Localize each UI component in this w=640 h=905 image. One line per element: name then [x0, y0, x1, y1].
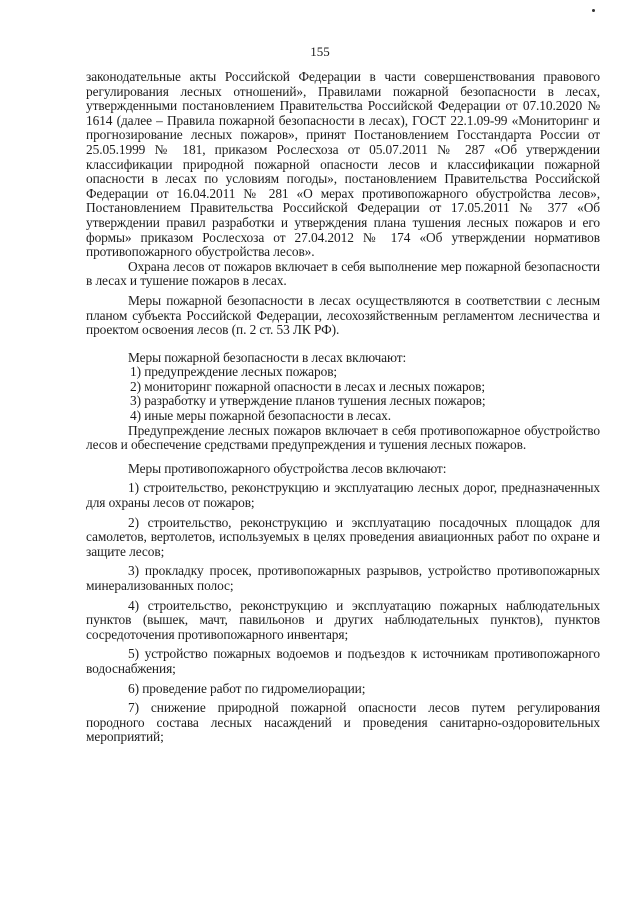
paragraph-fire-safety-basis: Меры пожарной безопасности в лесах осуществляются в соответствии с лесным планом субъекта Российской Федерации, лесохозяйственным регламентом лесничества и проектом освоения лесов (п. 2 ст. 53 ЛК РФ).: [86, 292, 600, 338]
paragraph-fire-prevention: Предупреждение лесных пожаров включает в себя противопожарное обустройство лесов и обеспечение средствами предупреждения и тушения лесных пожаров.: [86, 422, 600, 453]
list-item: 3) разработку и утверждение планов тушения лесных пожаров;: [130, 393, 486, 409]
paragraph-forest-protection: Охрана лесов от пожаров включает в себя выполнение мер пожарной безопасности в лесах и тушение пожаров в лесах.: [86, 258, 600, 289]
list-item: 6) проведение работ по гидромелиорации;: [128, 680, 366, 696]
list-item: 5) устройство пожарных водоемов и подъездов к источникам противопожарного водоснабжения;: [86, 646, 600, 676]
list-item: 4) иные меры пожарной безопасности в лесах.: [130, 408, 392, 424]
list-item: 3) прокладку просек, противопожарных разрывов, устройство противопожарных минерализованных полос;: [86, 563, 600, 593]
scan-mark: [592, 9, 595, 12]
paragraph-legal-acts: законодательные акты Российской Федерации в части совершенствования правового регулирования лесных отношений», Правилами пожарной безопасности в лесах, утвержденными постановлением Правительства Российской Федерации от 07.10.2020 № 1614 (далее – Правила пожарной безопасности в лесах), ГОСТ 22.1.09-99 «Мониторинг и прогнозирование лесных пожаров», принят Постановлением Госстандарта России от 25.05.1999 № 181, приказом Рослесхоза от 05.07.2011 № 287 «Об утверждении классификации природной пожарной опасности лесов и классификации пожарной опасности в лесах по условиям погоды», постановлением Правительства Российской Федерации от 16.04.2011 № 281 «О мерах противопожарного обустройства лесов», Постановлением Правительства Российской Федерации от 17.05.2011 № 377 «Об утверждении правил разработки и утверждения плана тушения лесных пожаров и его формы» приказом Рослесхоза от 27.04.2012 № 174 «Об утверждении нормативов противопожарного обустройства лесов».: [86, 69, 600, 260]
page-number: 155: [310, 44, 330, 59]
list-item: 2) мониторинг пожарной опасности в лесах и лесных пожаров;: [130, 378, 485, 394]
list-item: 1) предупреждение лесных пожаров;: [130, 364, 338, 380]
paragraph-measures-heading: Меры пожарной безопасности в лесах включают:: [128, 349, 407, 365]
document-body: [86, 70, 600, 745]
paragraph-arrangement-heading: Меры противопожарного обустройства лесов включают:: [128, 460, 447, 476]
list-item: 4) строительство, реконструкцию и эксплуатацию пожарных наблюдательных пунктов (вышек, мачт, павильонов и других наблюдательных пунктов), пунктов сосредоточения противопожарного инвентаря;: [86, 597, 600, 642]
list-item: 1) строительство, реконструкцию и эксплуатацию лесных дорог, предназначенных для охраны лесов от пожаров;: [86, 480, 600, 511]
list-item: 2) строительство, реконструкцию и эксплуатацию посадочных площадок для самолетов, вертолетов, используемых в целях проведения авиационных работ по охране и защите лесов;: [86, 514, 600, 559]
list-item: 7) снижение природной пожарной опасности лесов путем регулирования породного состава лесных насаждений и проведения санитарно-оздоровительных мероприятий;: [86, 700, 600, 745]
